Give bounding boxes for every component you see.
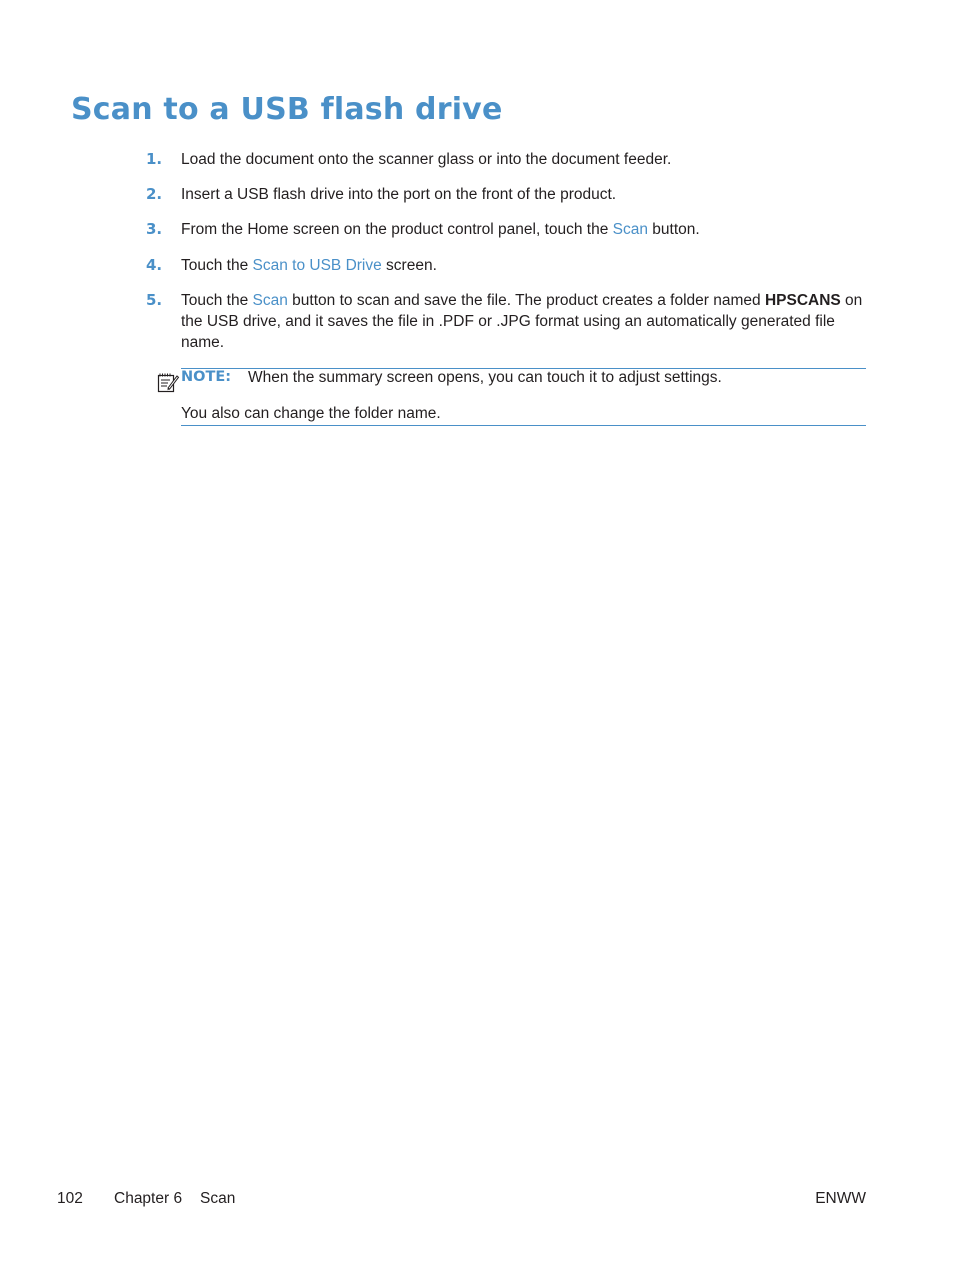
step-text: [181, 184, 867, 205]
note-bottom-rule: [181, 425, 866, 426]
step-number: 1.: [146, 150, 163, 168]
step-text-run: Touch the: [181, 292, 253, 309]
footer-doc-code: ENWW: [815, 1190, 866, 1207]
step-number: 5.: [146, 291, 163, 309]
note-label: NOTE:: [181, 369, 232, 385]
step-number: 4.: [146, 256, 163, 274]
step-number: 3.: [146, 220, 163, 238]
step-text-run: From the Home screen on the product control panel, touch the: [181, 221, 613, 238]
step-number: 2.: [146, 185, 163, 203]
step-text: [181, 219, 867, 240]
ui-term: Scan: [252, 292, 288, 309]
page-title: Scan to a USB flash drive: [71, 92, 503, 127]
step-text-run: button.: [648, 221, 700, 238]
note-text-secondary: You also can change the folder name.: [181, 405, 441, 422]
note-text: When the summary screen opens, you can touch it to adjust settings.: [248, 369, 722, 386]
step-text-run: screen.: [381, 257, 437, 274]
step-text: [181, 255, 867, 276]
footer-chapter: Chapter 6: [114, 1190, 183, 1207]
step-text-run: button to scan and save the file. The product creates a folder named: [287, 292, 765, 309]
ui-term: Scan: [612, 221, 648, 238]
emphasis-term: HPSCANS: [764, 292, 841, 309]
ui-term: Scan to USB Drive: [252, 257, 382, 274]
step-text-run: Touch the: [181, 257, 253, 274]
footer-page-number: 102: [57, 1190, 83, 1207]
note-pad-icon: [156, 370, 180, 394]
footer-section: Scan: [200, 1190, 236, 1207]
step-text: [181, 149, 867, 170]
step-text-run: Insert a USB flash drive into the port on the front of the product.: [181, 186, 617, 203]
step-text: [181, 290, 867, 353]
step-text-run: Load the document onto the scanner glass or into the document feeder.: [181, 151, 672, 168]
step-text-run: on the USB drive, and it saves the file in .PDF or .JPG format using an automatically generated file name.: [181, 292, 863, 351]
